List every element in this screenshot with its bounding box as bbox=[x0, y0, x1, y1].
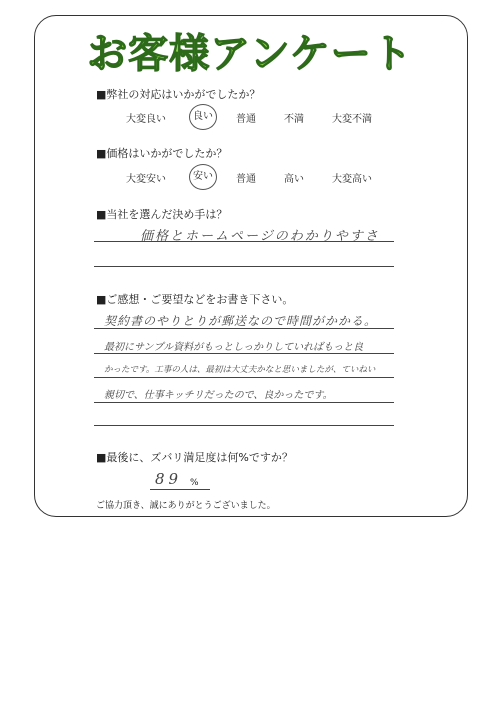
answer-deciding-factor[interactable]: 価格とホームページのわかりやすさ bbox=[140, 229, 380, 244]
question-comments: ■ご感想・ご要望などをお書き下さい。 bbox=[96, 293, 294, 306]
option-service-good-selected[interactable]: 良い bbox=[189, 104, 217, 130]
comment-line-1[interactable]: 契約書のやりとりが郵送なので時間がかかる。 bbox=[104, 314, 378, 328]
option-price-very-expensive[interactable]: 大変高い bbox=[332, 174, 372, 185]
question-service: ■弊社の対応はいかがでしたか？ bbox=[96, 88, 261, 101]
percent-unit: % bbox=[190, 478, 199, 488]
option-service-very-good[interactable]: 大変良い bbox=[126, 114, 166, 125]
answer-line bbox=[94, 241, 394, 242]
survey-title: お客様アンケート bbox=[87, 31, 413, 77]
option-service-average[interactable]: 普通 bbox=[236, 114, 256, 125]
comment-rule bbox=[94, 353, 394, 354]
option-price-very-cheap[interactable]: 大変安い bbox=[126, 174, 166, 185]
comment-rule bbox=[94, 402, 394, 403]
question-satisfaction: ■最後に、ズバリ満足度は何%ですか？ bbox=[96, 451, 293, 464]
question-price: ■価格はいかがでしたか？ bbox=[96, 147, 228, 160]
option-price-cheap-selected[interactable]: 安い bbox=[189, 164, 217, 190]
satisfaction-line bbox=[150, 489, 210, 490]
comment-rule bbox=[94, 425, 394, 426]
question-deciding-factor: ■当社を選んだ決め手は？ bbox=[96, 208, 228, 221]
comment-line-3[interactable]: かったです。工事の人は、最初は大丈夫かなと思いましたが、ていねい bbox=[104, 365, 376, 375]
option-price-average[interactable]: 普通 bbox=[236, 174, 256, 185]
thank-you-note: ご協力頂き、誠にありがとうございました。 bbox=[96, 501, 276, 511]
option-service-dissatisfied[interactable]: 不満 bbox=[284, 114, 304, 125]
comment-line-4[interactable]: 親切で、仕事キッチリだったので、良かったです。 bbox=[104, 390, 333, 401]
comment-line-2[interactable]: 最初にサンプル資料がもっとしっかりしていればもっと良 bbox=[104, 342, 364, 353]
comment-rule bbox=[94, 377, 394, 378]
answer-line bbox=[94, 266, 394, 267]
satisfaction-value[interactable]: 89 bbox=[155, 470, 183, 488]
comment-rule bbox=[94, 328, 394, 329]
option-price-expensive[interactable]: 高い bbox=[284, 174, 304, 185]
option-service-very-dissatisfied[interactable]: 大変不満 bbox=[332, 114, 372, 125]
